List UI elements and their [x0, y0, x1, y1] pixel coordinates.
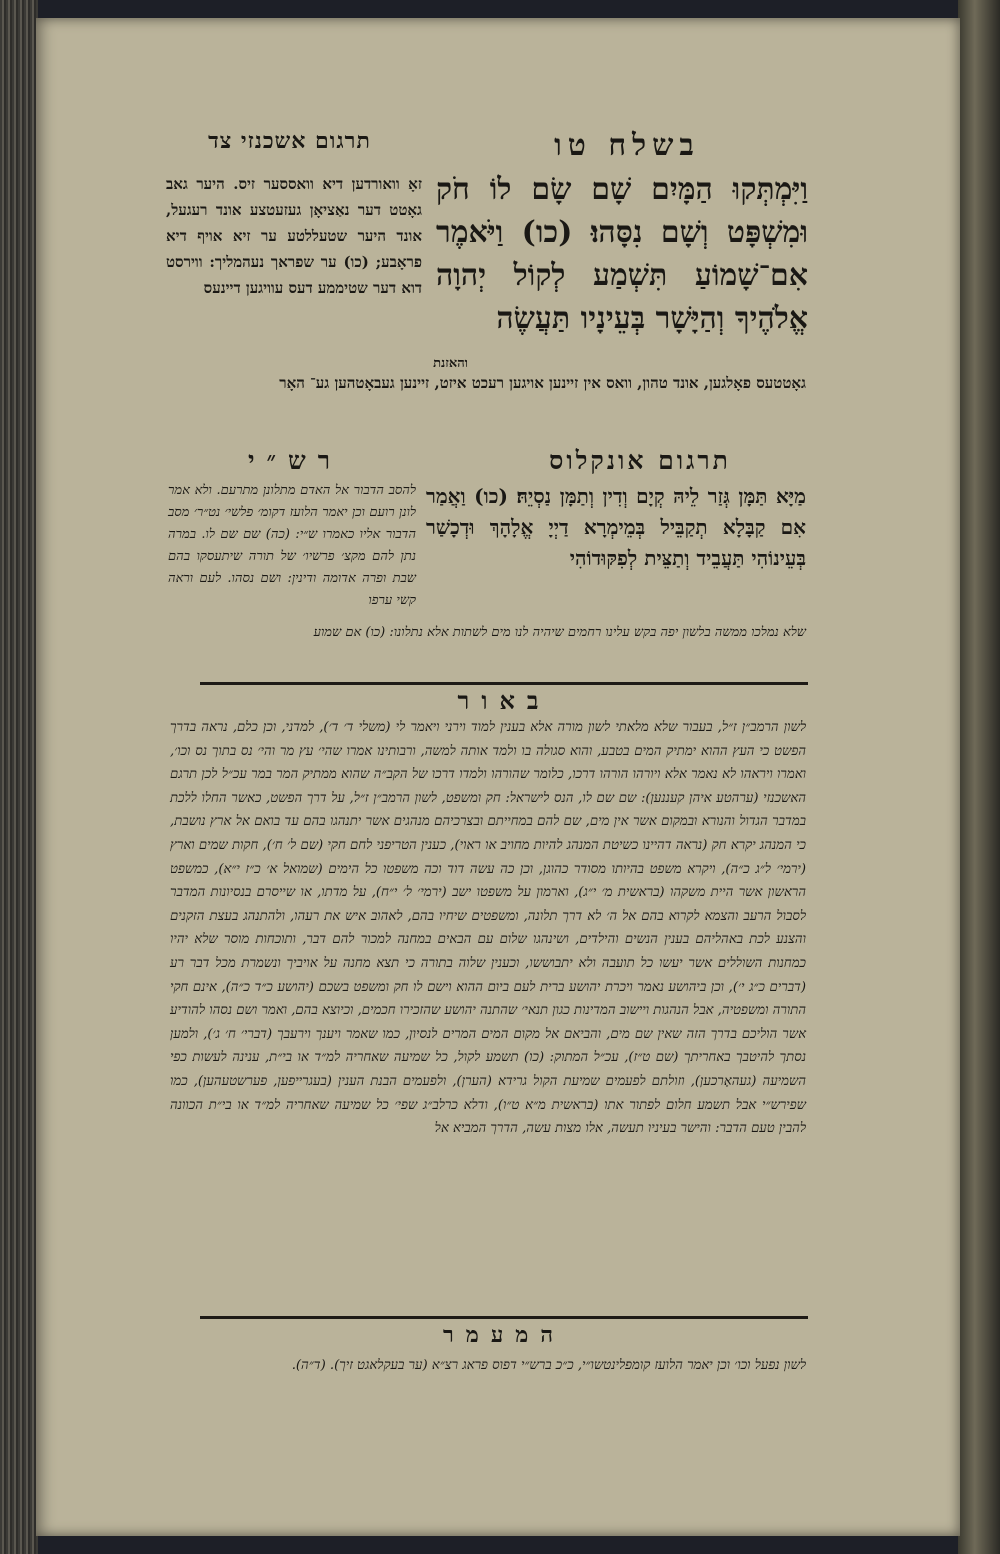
beur-commentary: לשון הרמב״ן ז״ל, בעבור שלא מלאתי לשון מורה אלא בענין למוד וירני ויאמר לי (משלי ד׳ ד׳), למדני, וכן כלם, נראה בדרך הפשט כי העץ ההוא ימתיק המים בטבע, והוא סגולה בו ולמד אותה למשה, ורבותינו אמרו שהי׳ עץ מר והי׳ נס בתוך נס וכו׳, ואמרו ויראהו לא נאמר אלא ויורהו הורהו דרכו, כלומר שהורהו ולמדו דרכו של הקב״ה שהוא ממתיק המר במר עכ״ל לכן תרגם האשכנזי (ערהטע איהן קעננען): שם שם לו, הנס לישראל: חק ומשפט, לשון הרמב״ן ז״ל, על דרך הפשט, כאשר החלו ללכת במדבר הגדול והנורא ובמקום אשר אין מים, שם להם במחייתם ובצרכיהם מנהגים אשר יתנהגו בהם עד בואם אל ארץ נושבת, כי המנהג יקרא חק (נראה דהיינו כשיטת המנהג להיות מחויב או ראוי), כענין הטריפני לחם חקי (שם ל׳ ח׳), חקות שמים וארץ (ירמי׳ ל״ג כ״ה), ויקרא משפט בהיותו מסודר כהוגן, וכן כה עשה דוד וכה משפטו כל הימים (שמואל א׳ כ״ז י״א), כמשפט הראשון אשר היית משקהו (בראשית מ׳ י״ג), וארמון על משפטו ישב (ירמי׳ ל׳ י״ח), על מדתו, או שייסרם בנסיונות המדבר לסבול הרעב והצמא לקרוא בהם אל ה׳ לא דרך תלונה, ומשפטים שיחיו בהם, לאהוב איש את רעהו, ולהתנהג בעצת הזקנים והצנע לכת באהליהם בענין הנשים והילדים, ושינהגו שלום עם הבאים במחנה למכור להם דבר, ותוכחות מוסר שלא יהיו כמחנות השוללים אשר יעשו כל תועבה ולא יתבוששו, וכענין שלוה בתורה כי תצא מחנה על אויביך ונשמרת מכל דבר רע (דברים כ״ג י׳), וכן ביהושע נאמר ויכרת יהושע ברית לעם ביום ההוא וישם לו חק ומשפט בשכם (יהושע כ״ד כ״ה), אינם חקי התורה ומשפטיה, אבל הנהגות ויישוב המדינות כגון תנאי׳ שהתנה יהושע שהזכירו חכמים, וכיוצא בהם, ואמר ושם נסהו להודיע אשר הוליכם בדרך הזה שאין שם מים, והביאם אל מקום המים המרים לנסיון, כמו שאמר ויענך וירעבך (דברי׳ ח׳ ג׳), ולמען נסתך להיטבך באחריתך (שם ט״ז), עכ״ל המתוק: (כו) תשמע לקול, כל שמיעה שאחריה למ״ד או בי״ת, ענינה לעשות כפי השמיעה (געהאָרכען), וזולתם לפעמים שמיעת הקול גרידא (הערן), ולפעמים הבנת הענין (בעגרייפען, פערשטעהען), כמו שפירש״י אבל תשמע חלום לפתור אתו (בראשית מ״א ט״ו), ודלא כרלב״ג שפי׳ כל שמיעה שאחריה למ״ד או בי״ת הכוונה להבין טעם הדבר: והישר בעיניו תעשה, אלו מצות עשה, הדרך המביא אל: [170, 720, 806, 1137]
onkelos-title: תרגום אונקלוס: [549, 446, 731, 475]
onkelos-text: מַיָּא תַּמָּן גְּזַר לֵיהּ קְיָם וְדִין וְתַמָּן נַסְיֵהּ׃ (כו) וַאֲמַר אִם קַבָּלָא תְקַבֵּיל בְּמֵימְרָא דַיְיָ אֱלָהָךְ וּדְכָשַׁר בְּעֵינוֹהִי תַּעֲבֵיד וְתַצֵּית לְפִקּוּדוֹהִי: [426, 484, 806, 570]
section-divider: [200, 682, 808, 685]
book-spine-right: [958, 0, 1000, 1554]
torah-verse: וַיִּמְתְּקוּ הַמָּיִם שָׁם שָׂם לוֹ חֹק וּמִשְׁפָּט וְשָׁם נִסָּהוּ׃ (כו) וַיֹּאמֶר אִם־שָׁמוֹעַ תִּשְׁמַע לְקוֹל יְהוָה אֱלֹהֶיךָ וְהַיָּשָׁר בְּעֵינָיו תַּעֲשֶׂה: [436, 172, 808, 336]
parsha-header: בשלח טו: [554, 128, 700, 163]
section-divider: [200, 1316, 808, 1319]
meamer-text: לשון נפעל וכו׳ וכן יאמר הלועז קומפלינטשו״י, כ״כ ברש״י דפוס פראג רצ״א (ער בעקלאגט זיך). (ד״ה).: [291, 1358, 806, 1373]
meamer-title: המעמר: [443, 1322, 565, 1348]
book-page-edges: [0, 0, 38, 1554]
rashi-commentary: להסב הדבור אל האדם מתלונן מתרעם. ולא אמר לונן רועם וכן יאמר הלועז דקומ׳ פלשי׳ נט״ר׳ מסב הדבור אליו כאמרו ש״י: (כה) שם שם לו. במרה נתן להם מקצ׳ פרשיו׳ של תורה שיתעסקו בהם שבת ופרה אדומה ודינין: ושם נסהו. לעם וראה קשי ערפו: [168, 483, 416, 608]
translation-header: תרגום אשכנזי צד: [208, 128, 371, 154]
rashi-title: רש״י: [247, 446, 343, 475]
verse-catchword: והאזנת: [433, 356, 468, 371]
ashkenazi-translation: זאָ וואורדען דיא וואססער זיס. היער גאב גאָטט דער נאַציאָן געזעטצע אונד רעגעל, אונד היער שטעללטע ער זיא אויף דיא פראָבע; (כו) ער שפראך נעהמליך: ווירסט דוא דער שטיממע דעס עוויגען דיינעס: [166, 175, 422, 297]
beur-title: באור: [457, 686, 551, 715]
rashi-commentary-continued: שלא נמלכו ממשה בלשון יפה בקש עלינו רחמים שיהיה לנו מים לשתות אלא נתלונו: (כו) אם שמוע: [313, 625, 806, 640]
ashkenazi-translation-continued: גאָטטעס פאָלגען, אונד טהון, וואס אין זיינען אויגען רעכט איזט, זיינען געבאָטהען גע־ האָר: [279, 374, 806, 392]
